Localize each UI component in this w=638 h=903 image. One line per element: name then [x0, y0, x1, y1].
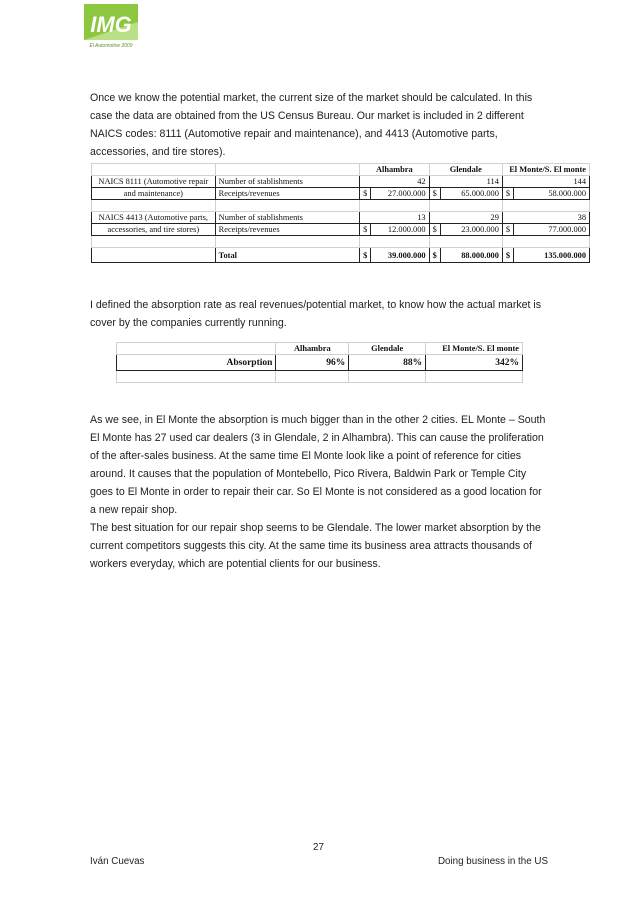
currency-sign: $	[360, 248, 371, 263]
naics-8111-label-cont: and maintenance)	[92, 188, 216, 200]
col-header-glendale: Glendale	[429, 164, 502, 176]
paragraph-el-monte-analysis: As we see, in El Monte the absorption is much bigger than in the other 2 cities. EL Monte – South El Monte has 27 used car dealers (3 in Glendale, 2 in Alhambra). This can cause the proliferation of the after-sales business. At the same time El Monte look like a point of reference for cities around. It causes that the population of Montebello, Pico Rivera, Baldwin Park or Temple City goes to El Monte in order to repair their car. So El Monte is not considered as a good location for a new repair shop.	[90, 414, 546, 516]
currency-sign: $	[502, 248, 513, 263]
svg-text:IMG: IMG	[90, 12, 132, 37]
naics-4413-label-cont: accessories, and tire stores)	[92, 224, 216, 236]
row-label: Receipts/revenues	[215, 188, 359, 200]
table-cell: 23.000.000	[440, 224, 502, 236]
footer-author: Iván Cuevas	[90, 856, 145, 867]
currency-sign: $	[429, 248, 440, 263]
paragraph-glendale-conclusion: The best situation for our repair shop seems to be Glendale. The lower market absorption by the current competitors suggests this city. At the same time its business area attracts thousands of workers everyday, which are potential clients for our business.	[90, 522, 541, 570]
absorption-label: Absorption	[117, 355, 276, 371]
absorption-value: 342%	[426, 355, 523, 371]
table-cell: 114	[429, 176, 502, 188]
row-label: Number of stablishments	[215, 212, 359, 224]
absorption-table	[116, 342, 523, 383]
paragraph-absorption-definition: I defined the absorption rate as real revenues/potential market, to know how the actual market is cover by the companies currently running.	[90, 299, 542, 329]
table-cell: 27.000.000	[371, 188, 429, 200]
naics-8111-label: NAICS 8111 (Automotive repair	[92, 176, 216, 188]
svg-text:El Automotive 2009: El Automotive 2009	[89, 43, 133, 49]
naics-4413-label: NAICS 4413 (Automotive parts,	[92, 212, 216, 224]
currency-sign: $	[502, 188, 513, 200]
market-size-table	[91, 163, 590, 263]
paragraph-potential-market: Once we know the potential market, the current size of the market should be calculated. In this case the data are obtained from the US Census Bureau. Our market is included in 2 different NAICS codes: 8111 (Automotive repair and maintenance), and 4413 (Automotive parts, accessories, and tire stores).	[90, 92, 533, 158]
table-cell: 58.000.000	[514, 188, 590, 200]
currency-sign: $	[429, 224, 440, 236]
table-cell: 13	[360, 212, 430, 224]
row-label: Number of stablishments	[215, 176, 359, 188]
total-label: Total	[215, 248, 359, 263]
table-cell: 65.000.000	[440, 188, 502, 200]
total-cell: 39.000.000	[371, 248, 429, 263]
table-cell: 38	[502, 212, 589, 224]
footer-document-title: Doing business in the US	[437, 856, 548, 867]
table-cell: 77.000.000	[514, 224, 590, 236]
currency-sign: $	[429, 188, 440, 200]
col-header-el-monte: El Monte/S. El monte	[502, 164, 589, 176]
col-header-alhambra: Alhambra	[276, 343, 349, 355]
table-cell: 42	[360, 176, 430, 188]
table-cell: 29	[429, 212, 502, 224]
currency-sign: $	[360, 224, 371, 236]
page-number: 27	[313, 842, 324, 853]
col-header-el-monte: El Monte/S. El monte	[426, 343, 523, 355]
currency-sign: $	[502, 224, 513, 236]
col-header-glendale: Glendale	[349, 343, 426, 355]
total-cell: 135.000.000	[514, 248, 590, 263]
table-cell: 144	[502, 176, 589, 188]
company-logo	[84, 4, 138, 50]
col-header-alhambra: Alhambra	[360, 164, 430, 176]
absorption-value: 96%	[276, 355, 349, 371]
absorption-value: 88%	[349, 355, 426, 371]
table-cell: 12.000.000	[371, 224, 429, 236]
total-cell: 88.000.000	[440, 248, 502, 263]
row-label: Receipts/revenues	[215, 224, 359, 236]
currency-sign: $	[360, 188, 371, 200]
